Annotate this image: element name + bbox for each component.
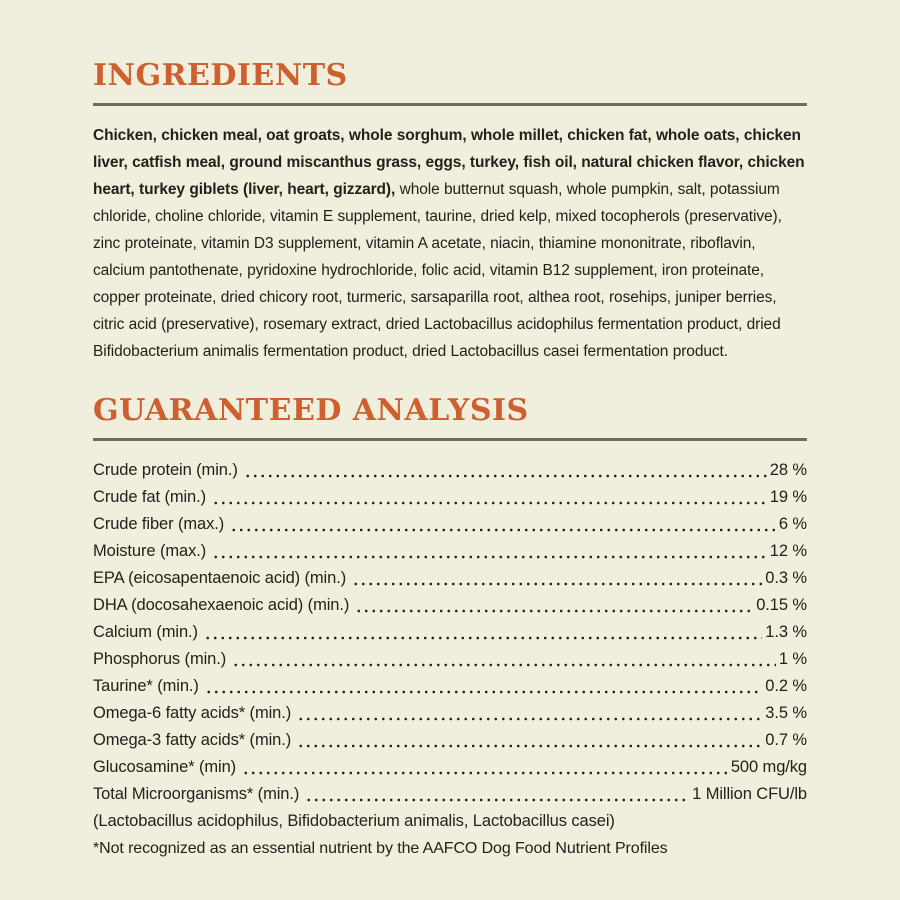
guaranteed-analysis-title: GUARANTEED ANALYSIS <box>93 393 529 428</box>
analysis-row-value: 19 % <box>769 488 807 506</box>
analysis-row-label: Glucosamine* (min) <box>93 758 237 776</box>
analysis-row-omega6 <box>93 700 807 727</box>
analysis-row-label: Omega-3 fatty acids* (min.) <box>93 731 292 749</box>
analysis-row-label: Total Microorganisms* (min.) <box>93 785 300 803</box>
analysis-row-label: Crude protein (min.) <box>93 461 238 479</box>
analysis-row-value: 0.2 % <box>765 677 807 695</box>
dot-leader <box>212 555 767 559</box>
analysis-row-glucosamine <box>93 754 807 781</box>
ingredients-paragraph <box>93 122 807 365</box>
ingredients-section <box>93 58 807 365</box>
analysis-row-value: 12 % <box>769 542 807 560</box>
analysis-row-label: Taurine* (min.) <box>93 677 199 695</box>
dot-leader <box>244 474 767 478</box>
analysis-row-dha <box>93 592 807 619</box>
analysis-row-value: 6 % <box>778 515 807 533</box>
analysis-row-crude-protein <box>93 457 807 484</box>
dot-leader <box>297 717 762 721</box>
analysis-row-label: Crude fiber (max.) <box>93 515 225 533</box>
analysis-row-value: 500 mg/kg <box>730 758 807 776</box>
analysis-row-calcium <box>93 619 807 646</box>
analysis-row-label: Crude fat (min.) <box>93 488 207 506</box>
analysis-row-value: 28 % <box>769 461 807 479</box>
analysis-row-taurine <box>93 673 807 700</box>
dot-leader <box>204 636 762 640</box>
dot-leader <box>305 798 689 802</box>
analysis-row-label: DHA (docosahexaenoic acid) (min.) <box>93 596 350 614</box>
guaranteed-analysis-rule <box>93 438 807 441</box>
analysis-row-value: 1 Million CFU/lb <box>692 785 807 803</box>
microorganisms-detail: (Lactobacillus acidophilus, Bifidobacterium animalis, Lactobacillus casei) <box>93 812 615 830</box>
dot-leader <box>230 528 776 532</box>
ingredients-secondary-list: whole butternut squash, whole pumpkin, salt, potassium chloride, choline chloride, vitamin E supplement, taurine, dried kelp, mixed tocopherols (preservative), zinc proteinate, vitamin D3 supplement, vitamin A acetate, niacin, thiamine mononitrate, riboflavin, calcium pantothenate, pyridoxine hydrochloride, folic acid, vitamin B12 supplement, iron proteinate, copper proteinate, dried chicory root, turmeric, sarsaparilla root, althea root, rosehips, juniper berries, citric acid (preservative), rosemary extract, dried Lactobacillus acidophilus fermentation product, dried Bifidobacterium animalis fermentation product, dried Lactobacillus casei fermentation product. <box>93 181 782 360</box>
analysis-row-label: EPA (eicosapentaenoic acid) (min.) <box>93 569 347 587</box>
analysis-row-label: Calcium (min.) <box>93 623 198 641</box>
analysis-row-label: Moisture (max.) <box>93 542 207 560</box>
analysis-row-label: Omega-6 fatty acids* (min.) <box>93 704 292 722</box>
dot-leader <box>242 771 728 775</box>
analysis-row-phosphorus <box>93 646 807 673</box>
guaranteed-analysis-section <box>93 393 807 862</box>
guaranteed-analysis-table <box>93 457 807 808</box>
analysis-row-epa <box>93 565 807 592</box>
analysis-row-value: 0.7 % <box>765 731 807 749</box>
dot-leader <box>212 501 767 505</box>
analysis-row-value: 1.3 % <box>765 623 807 641</box>
dot-leader <box>232 663 776 667</box>
dot-leader <box>205 690 763 694</box>
analysis-row-value: 3.5 % <box>765 704 807 722</box>
analysis-row-label: Phosphorus (min.) <box>93 650 227 668</box>
analysis-row-omega3 <box>93 727 807 754</box>
analysis-row-value: 1 % <box>778 650 807 668</box>
ingredients-primary-list: Chicken, chicken meal, oat groats, whole sorghum, whole millet, chicken fat, whole oats, chicken liver, catfish meal, ground miscanthus grass, eggs, turkey, fish oil, natural chicken flavor, chicken heart, turkey giblets (liver, heart, gizzard), <box>93 127 805 198</box>
analysis-row-value: 0.3 % <box>765 569 807 587</box>
aafco-footnote: *Not recognized as an essential nutrient by the AAFCO Dog Food Nutrient Profiles <box>93 840 668 857</box>
dot-leader <box>355 609 753 613</box>
ingredients-rule <box>93 103 807 106</box>
analysis-row-total-microorganisms <box>93 781 807 808</box>
ingredients-title: INGREDIENTS <box>93 58 348 93</box>
analysis-row-moisture <box>93 538 807 565</box>
analysis-row-crude-fiber <box>93 511 807 538</box>
analysis-row-value: 0.15 % <box>756 596 807 614</box>
dot-leader <box>297 744 762 748</box>
analysis-row-crude-fat <box>93 484 807 511</box>
dot-leader <box>352 582 762 586</box>
